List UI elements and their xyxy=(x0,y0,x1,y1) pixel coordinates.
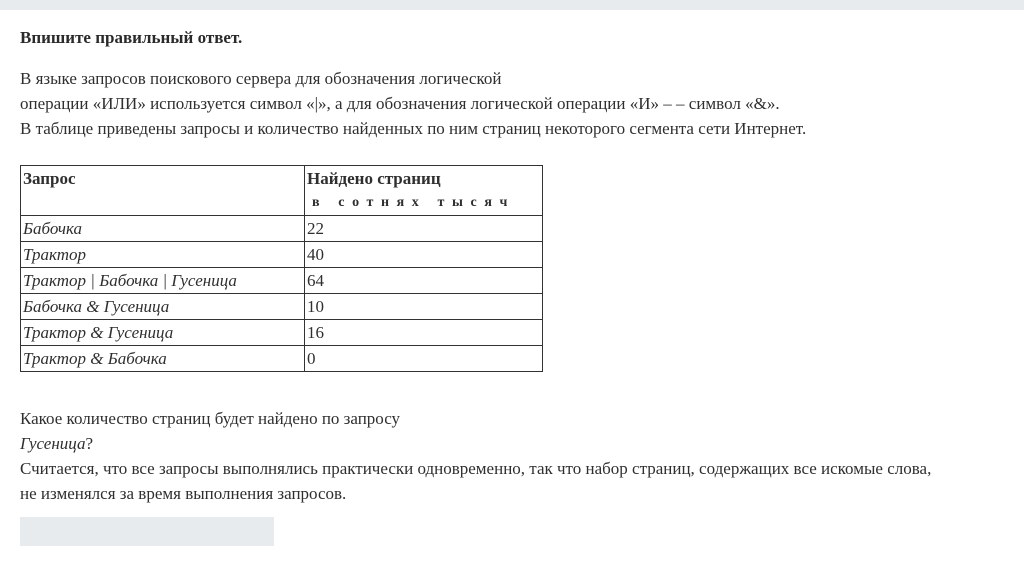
top-bar xyxy=(0,0,1024,10)
query-cell: Трактор & Гусеница xyxy=(21,320,305,346)
description-line: операции «ИЛИ» используется символ «|», а для обозначения логической операции «И» – – символ «&». xyxy=(20,94,780,113)
table-row xyxy=(21,242,543,268)
header-found-pages xyxy=(305,166,543,216)
task-instruction: Впишите правильный ответ. xyxy=(20,28,243,47)
found-cell: 64 xyxy=(305,268,543,294)
found-cell: 40 xyxy=(305,242,543,268)
found-cell: 16 xyxy=(305,320,543,346)
question-line: Считается, что все запросы выполнялись практически одновременно, так что набор страниц, содержащих все искомые слова, xyxy=(20,459,932,478)
query-results-table xyxy=(20,165,543,372)
found-cell: 10 xyxy=(305,294,543,320)
header-found-unit: в сотнях тысяч xyxy=(312,195,515,210)
query-cell: Трактор xyxy=(21,242,305,268)
description-line: В языке запросов поискового сервера для обозначения логической xyxy=(20,69,502,88)
question-text xyxy=(20,406,1010,506)
answer-input[interactable] xyxy=(20,517,274,546)
query-cell: Трактор | Бабочка | Гусеница xyxy=(21,268,305,294)
table-row xyxy=(21,346,543,372)
query-cell: Бабочка & Гусеница xyxy=(21,294,305,320)
found-cell: 22 xyxy=(305,216,543,242)
question-line: не изменялся за время выполнения запросов. xyxy=(20,484,347,503)
table-row xyxy=(21,320,543,346)
header-found-label: Найдено страниц xyxy=(307,169,441,188)
question-mark: ? xyxy=(85,434,94,453)
description-line: В таблице приведены запросы и количество найденных по ним страниц некоторого сегмента сети Интернет. xyxy=(20,119,807,138)
table-row xyxy=(21,294,543,320)
table-header-row xyxy=(21,166,543,216)
query-cell: Трактор & Бабочка xyxy=(21,346,305,372)
table-row xyxy=(21,268,543,294)
table-row xyxy=(21,216,543,242)
query-cell: Бабочка xyxy=(21,216,305,242)
target-query: Гусеница xyxy=(20,434,86,453)
question-line: Какое количество страниц будет найдено по запросу xyxy=(20,409,401,428)
header-query: Запрос xyxy=(21,166,305,216)
found-cell: 0 xyxy=(305,346,543,372)
task-description xyxy=(20,66,1010,141)
question-target-line xyxy=(20,431,1010,456)
